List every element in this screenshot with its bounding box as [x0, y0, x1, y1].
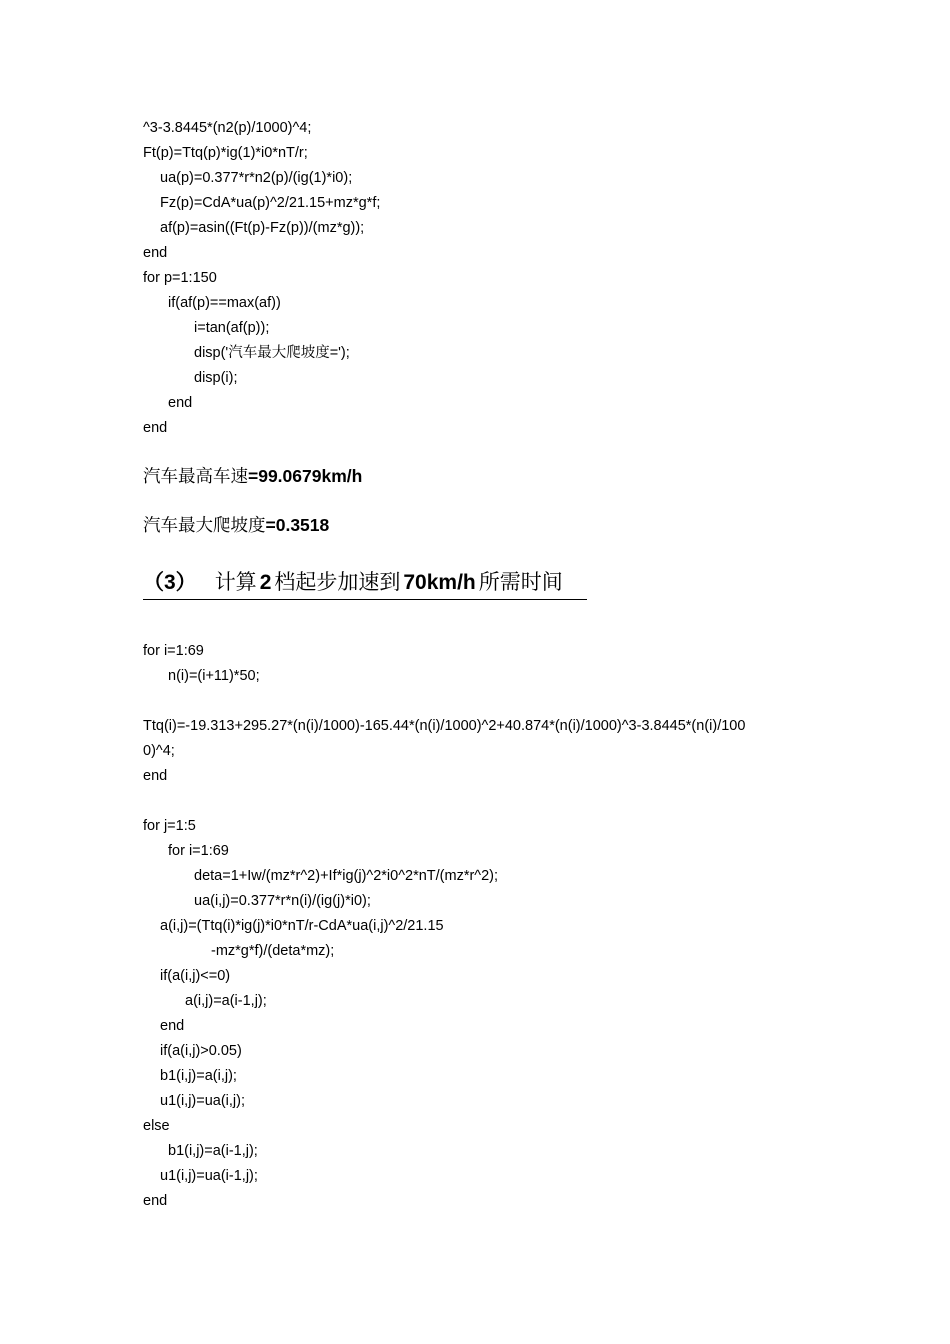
max-speed-value: =99.0679km/h: [248, 466, 363, 486]
code-line: i=tan(af(p));: [194, 320, 270, 336]
code-line: end: [143, 420, 168, 436]
heading-text-1: 计算: [214, 571, 257, 594]
code-line: Fz(p)=CdA*ua(p)^2/21.15+mz*g*f;: [160, 195, 381, 211]
code-line: u1(i,j)=ua(i-1,j);: [160, 1168, 258, 1184]
max-speed-label: 汽车最高车速: [143, 466, 248, 486]
max-grade-label: 汽车最大爬坡度: [143, 515, 266, 535]
code-line: b1(i,j)=a(i-1,j);: [168, 1143, 258, 1159]
code-line: if(a(i,j)<=0): [160, 968, 231, 984]
code-line: if(af(p)==max(af)): [168, 295, 281, 311]
code-line: -mz*g*f)/(deta*mz);: [211, 943, 335, 959]
code-line: Ttq(i)=-19.313+295.27*(n(i)/1000)-165.44*(n(i)/1000)^2+40.874*(n(i)/1000)^3-3.8445*(n(i)/100: [143, 718, 746, 734]
code-line: ^3-3.8445*(n2(p)/1000)^4;: [143, 120, 312, 136]
code-line: ua(i,j)=0.377*r*n(i)/(ig(j)*i0);: [194, 893, 371, 909]
code-line: Ft(p)=Ttq(p)*ig(1)*i0*nT/r;: [143, 145, 308, 161]
code-line: if(a(i,j)>0.05): [160, 1043, 242, 1059]
heading-gear: 2: [259, 571, 272, 594]
code-line: end: [143, 1193, 168, 1209]
code-line: else: [143, 1118, 170, 1134]
code-line: 0)^4;: [143, 743, 175, 759]
code-line: deta=1+Iw/(mz*r^2)+If*ig(j)^2*i0^2*nT/(mz*r^2);: [194, 868, 499, 884]
heading-text-3: 所需时间: [478, 571, 563, 594]
heading-text-2: 档起步加速到: [274, 571, 401, 594]
code-line: b1(i,j)=a(i,j);: [160, 1068, 237, 1084]
code-line: u1(i,j)=ua(i,j);: [160, 1093, 246, 1109]
code-line: end: [143, 768, 168, 784]
code-line: end: [168, 395, 193, 411]
section-heading: [143, 568, 587, 600]
max-speed-result: [143, 464, 362, 488]
heading-speed: 70km/h: [403, 571, 476, 594]
code-line: for p=1:150: [143, 270, 217, 286]
code-line: a(i,j)=a(i-1,j);: [185, 993, 267, 1009]
code-line: end: [160, 1018, 185, 1034]
code-line: a(i,j)=(Ttq(i)*ig(j)*i0*nT/r-CdA*ua(i,j)^2/21.15: [160, 918, 444, 934]
code-line: for i=1:69: [168, 843, 229, 859]
code-line: for i=1:69: [143, 643, 204, 659]
code-line: n(i)=(i+11)*50;: [168, 668, 260, 684]
code-line: disp('汽车最大爬坡度=');: [194, 345, 350, 361]
code-line: for j=1:5: [143, 818, 196, 834]
max-grade-value: =0.3518: [265, 515, 330, 535]
max-grade-result: [143, 513, 329, 537]
code-line: ua(p)=0.377*r*n2(p)/(ig(1)*i0);: [160, 170, 353, 186]
section-number: （3）: [143, 571, 197, 594]
code-line: af(p)=asin((Ft(p)-Fz(p))/(mz*g));: [160, 220, 365, 236]
code-line: end: [143, 245, 168, 261]
code-line: disp(i);: [194, 370, 238, 386]
